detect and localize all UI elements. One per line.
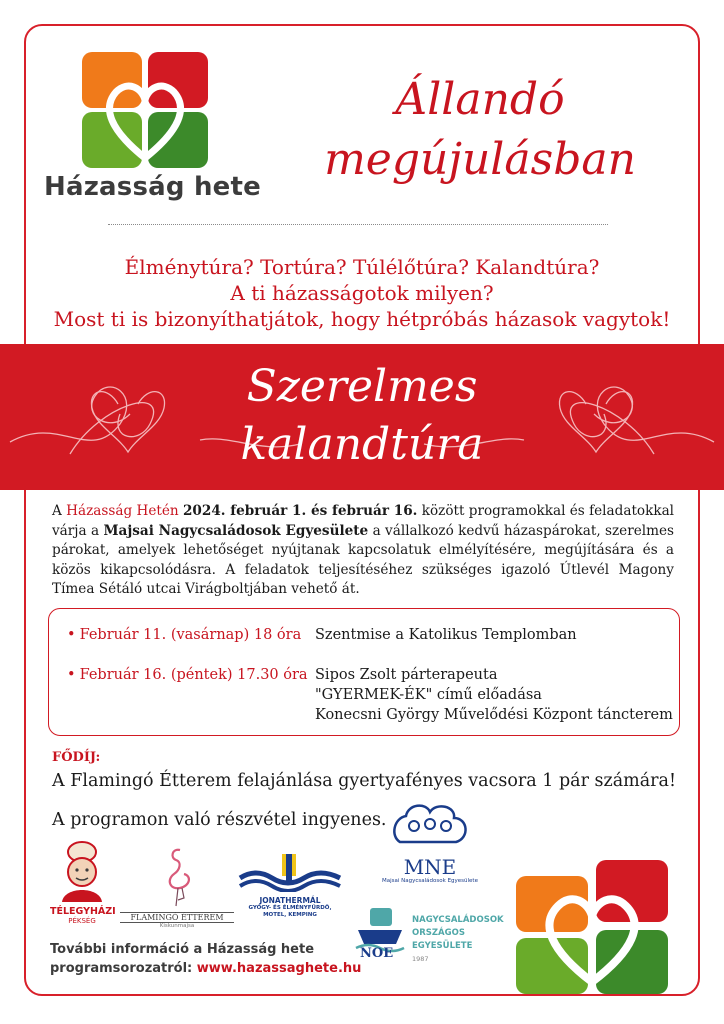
mne-name: MNE (403, 855, 457, 879)
baker-icon (50, 838, 114, 902)
jonathermal-name: JONATHERMÁL (259, 896, 321, 905)
schedule-date: • Február 11. (vasárnap) 18 óra (67, 627, 302, 643)
tagline-line1: Élménytúra? Tortúra? Túlélőtúra? Kalandtúra? (124, 255, 600, 279)
noe-line: EGYESÜLETE (412, 941, 473, 951)
noe-line: ORSZÁGOS (412, 928, 465, 938)
jonathermal-logo (236, 852, 344, 918)
headline-line1: Állandó (395, 74, 565, 125)
noe-line: NAGYCSALÁDOSOK (412, 915, 504, 925)
hazassag-hete-logo (80, 50, 210, 170)
noe-year: 1987 (412, 955, 429, 963)
mne-sub: Majsai Nagycsaládosok Egyesülete (382, 878, 478, 884)
title-band (0, 344, 724, 490)
flamingo-name: FLAMINGÓ ÉTTEREM (120, 912, 234, 923)
intro-paragraph (52, 502, 674, 600)
more-info-prefix: programsorozatról: (50, 961, 197, 976)
intro-text: között programokkal és feladatokkal várja a (52, 503, 675, 539)
schedule-date: • Február 16. (péntek) 17.30 óra (67, 667, 308, 683)
schedule-date-text: Február 11. (vasárnap) 18 óra (79, 627, 302, 643)
schedule-desc-line: "GYERMEK-ÉK" című előadása (315, 687, 542, 703)
dotted-divider (108, 224, 608, 225)
bakery-sub: PÉKSÉG (68, 917, 96, 925)
bakery-logo (50, 838, 114, 930)
schedule-desc (315, 625, 675, 645)
intro-org: Majsai Nagycsaládosok Egyesülete (103, 522, 369, 539)
band-title-line2: kalandtúra (240, 419, 484, 470)
schedule-desc-line: Szentmise a Katolikus Templomban (315, 627, 577, 643)
tagline-line2: A ti házasságotok milyen? (230, 281, 494, 305)
schedule-desc-line: Konecsni György Művelődési Központ táncterem (315, 707, 673, 723)
headline (290, 70, 670, 190)
schedule-desc-line: Sipos Zsolt párterapeuta (315, 667, 498, 683)
bakery-name: TÉLEGYHÁZI (50, 906, 116, 917)
intro-text: A (52, 503, 67, 519)
flamingo-icon (120, 846, 234, 908)
flamingo-logo (120, 846, 234, 930)
noe-logo (352, 904, 512, 970)
mne-family-icon (380, 796, 480, 852)
band-title (0, 358, 724, 474)
prize-label: FŐDÍJ: (52, 750, 101, 765)
intro-text: a vállalkozó kedvű házaspárokat, szerelmes párokat, amelyek lehetőséget nyújtanak kapcsolatuk elmélyítésére, megújítására és a közös kikapcsolódásra. A feladatok teljesítéséhez szükséges igazoló Útlevél Magony Tímea Sétáló utcai Virágboltjában vehető át. (52, 522, 674, 597)
prize-text: A Flamingó Étterem felajánlása gyertyafényes vacsora 1 pár számára! (52, 771, 677, 791)
jonathermal-sub: GYÓGY- ÉS ÉLMÉNYFÜRDŐ, (248, 905, 332, 911)
more-info-line1: További információ a Házasság hete (50, 942, 315, 957)
hazassag-hete-logo-large (514, 858, 674, 996)
intro-dates: 2024. február 1. és február 16. (182, 503, 418, 519)
tagline (28, 254, 696, 332)
band-title-line1: Szerelmes (246, 361, 478, 412)
headline-line2: megújulásban (324, 134, 636, 185)
more-info (50, 940, 361, 978)
website-link[interactable]: www.hazassaghete.hu (196, 961, 362, 976)
jonathermal-icon (236, 852, 344, 892)
free-entry-text: A programon való részvétel ingyenes. (52, 810, 387, 830)
jonathermal-sub: MOTEL, KEMPING (263, 912, 317, 918)
flamingo-sub: Kiskunmajsa (159, 923, 195, 929)
mne-logo (380, 796, 480, 888)
brand-name: Házasság hete (44, 172, 261, 202)
schedule-box (48, 608, 680, 736)
intro-week: Házasság Hetén (66, 503, 179, 519)
tagline-line3: Most ti is bizonyíthatjátok, hogy hétpróbás házasok vagytok! (53, 307, 671, 331)
noe-name: NOE (360, 946, 394, 961)
schedule-desc (315, 665, 675, 725)
schedule-date-text: Február 16. (péntek) 17.30 óra (79, 667, 308, 683)
